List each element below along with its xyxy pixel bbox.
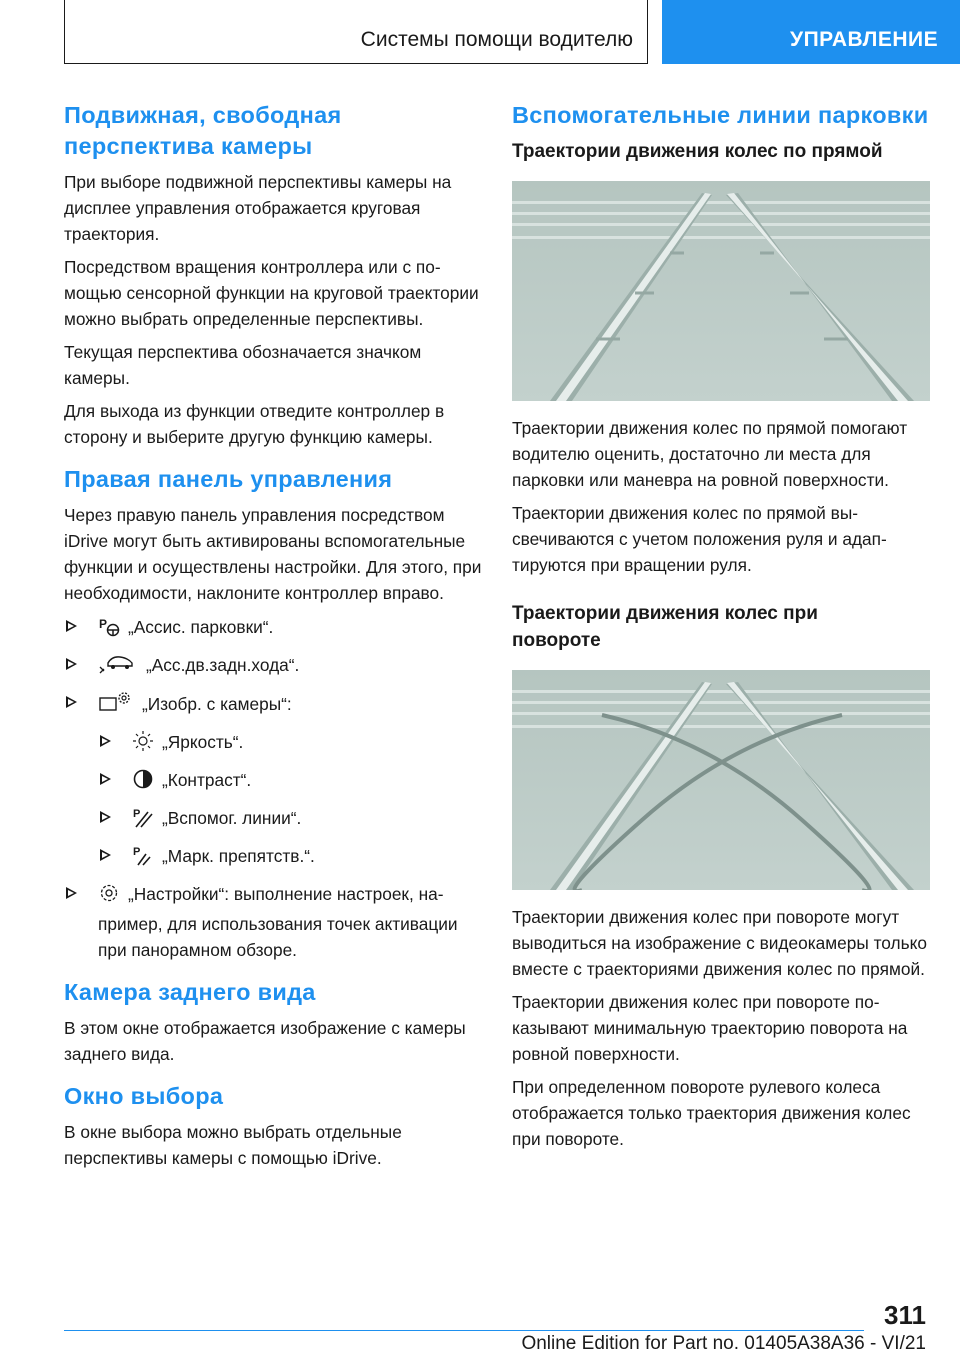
contrast-icon: [132, 768, 154, 797]
paragraph: Траектории движения колес при повороте показывают минимальную траекторию поворота на ровной поверхности.: [512, 992, 908, 1064]
list-item: „Изобр. с камеры“:: [64, 690, 482, 721]
list-item: „Контраст“.: [98, 767, 482, 797]
paragraph: В этом окне отображается изображение с камеры заднего вида.: [64, 1018, 466, 1064]
heading-rear-camera: Камера заднего вида: [64, 979, 316, 1005]
bullet-list: [64, 614, 482, 721]
paragraph: Траектории движения колес при повороте могут выводиться на изображение с видеокамеры только вместе с траекториями движения колес по прямой.: [512, 907, 927, 979]
list-item: „Настройки“: выполнение настроек, например, для использования точек активации при панорамном обзоре.: [64, 881, 482, 963]
heading-right-panel: Правая панель управления: [64, 466, 393, 492]
running-header-chapter: [662, 0, 960, 64]
heading-parking-lines: Вспомогательные линии парковки: [512, 102, 929, 128]
bullet-list-settings: [64, 881, 482, 963]
paragraph: Через правую панель управления посредством iDrive могут быть активированы вспомогательные функции и осуществлены настройки. Для этого, при необходимости, наклоните контроллер вправо.: [64, 505, 482, 603]
page-number: 311: [884, 1300, 926, 1330]
list-item: P „Ассис. парковки“.: [64, 614, 482, 644]
svg-text:P: P: [99, 617, 108, 631]
svg-text:P: P: [133, 846, 141, 858]
sub-bullet-list: [64, 729, 482, 873]
straight-trajectory-image: [512, 181, 930, 401]
paragraph: Для выхода из функции отведите контроллер в сторону и выберите другую функцию камеры.: [64, 401, 445, 447]
brightness-icon: [132, 730, 154, 759]
paragraph: В окне выбора можно выбрать отдельные перспективы камеры с помощью iDrive.: [64, 1122, 402, 1168]
obstacle-marker-icon: [132, 844, 154, 873]
list-item: „Асс.дв.задн.хода“.: [64, 652, 482, 682]
camera-settings-icon: [98, 690, 134, 721]
turning-trajectory-image: [512, 670, 930, 890]
right-column: [512, 100, 930, 1152]
edition-note: Online Edition for Part no. 01405A38A36 - VI/21: [521, 1333, 926, 1354]
subheading-turn: Траектории движения колес при повороте: [512, 603, 818, 651]
heading-selection-window: Окно выбора: [64, 1083, 224, 1109]
paragraph: При выборе подвижной перспективы камеры на дисплее управления отображается круговая траектория.: [64, 172, 452, 244]
reverse-assist-icon: [98, 653, 138, 682]
guide-lines-icon: [132, 806, 154, 835]
paragraph: Траектории движения колес по прямой высвечиваются с учетом положения руля и адаптируются при вращении руля.: [512, 503, 887, 575]
chapter-title: УПРАВЛЕНИЕ: [790, 28, 939, 51]
list-item: P „Марк. препятств.“.: [98, 843, 482, 873]
gear-icon: [98, 882, 120, 911]
left-column: [64, 100, 482, 1171]
svg-text:P: P: [133, 808, 141, 820]
footer-divider: [64, 1330, 864, 1331]
paragraph: При определенном повороте рулевого колеса отображается только траектория движения колес при повороте.: [512, 1077, 911, 1149]
running-header-section: [64, 0, 648, 64]
parking-assist-icon: [98, 615, 120, 644]
paragraph: Текущая перспектива обозначается значком камеры.: [64, 342, 422, 388]
subheading-straight: Траектории движения колес по прямой: [512, 141, 883, 162]
paragraph: Посредством вращения контроллера или с помощью сенсорной функции на круговой траектории можно выбрать определенные перспективы.: [64, 257, 479, 329]
list-item: „Яркость“.: [98, 729, 482, 759]
list-item: P „Вспомог. линии“.: [98, 805, 482, 835]
section-title: Системы помощи водителю: [360, 28, 633, 51]
heading-free-perspective: Подвижная, свободная перспектива камеры: [64, 102, 342, 159]
paragraph: Траектории движения колес по прямой помогают водителю оценить, достаточно ли места для парковки или маневра на ровной поверхности.: [512, 418, 908, 490]
